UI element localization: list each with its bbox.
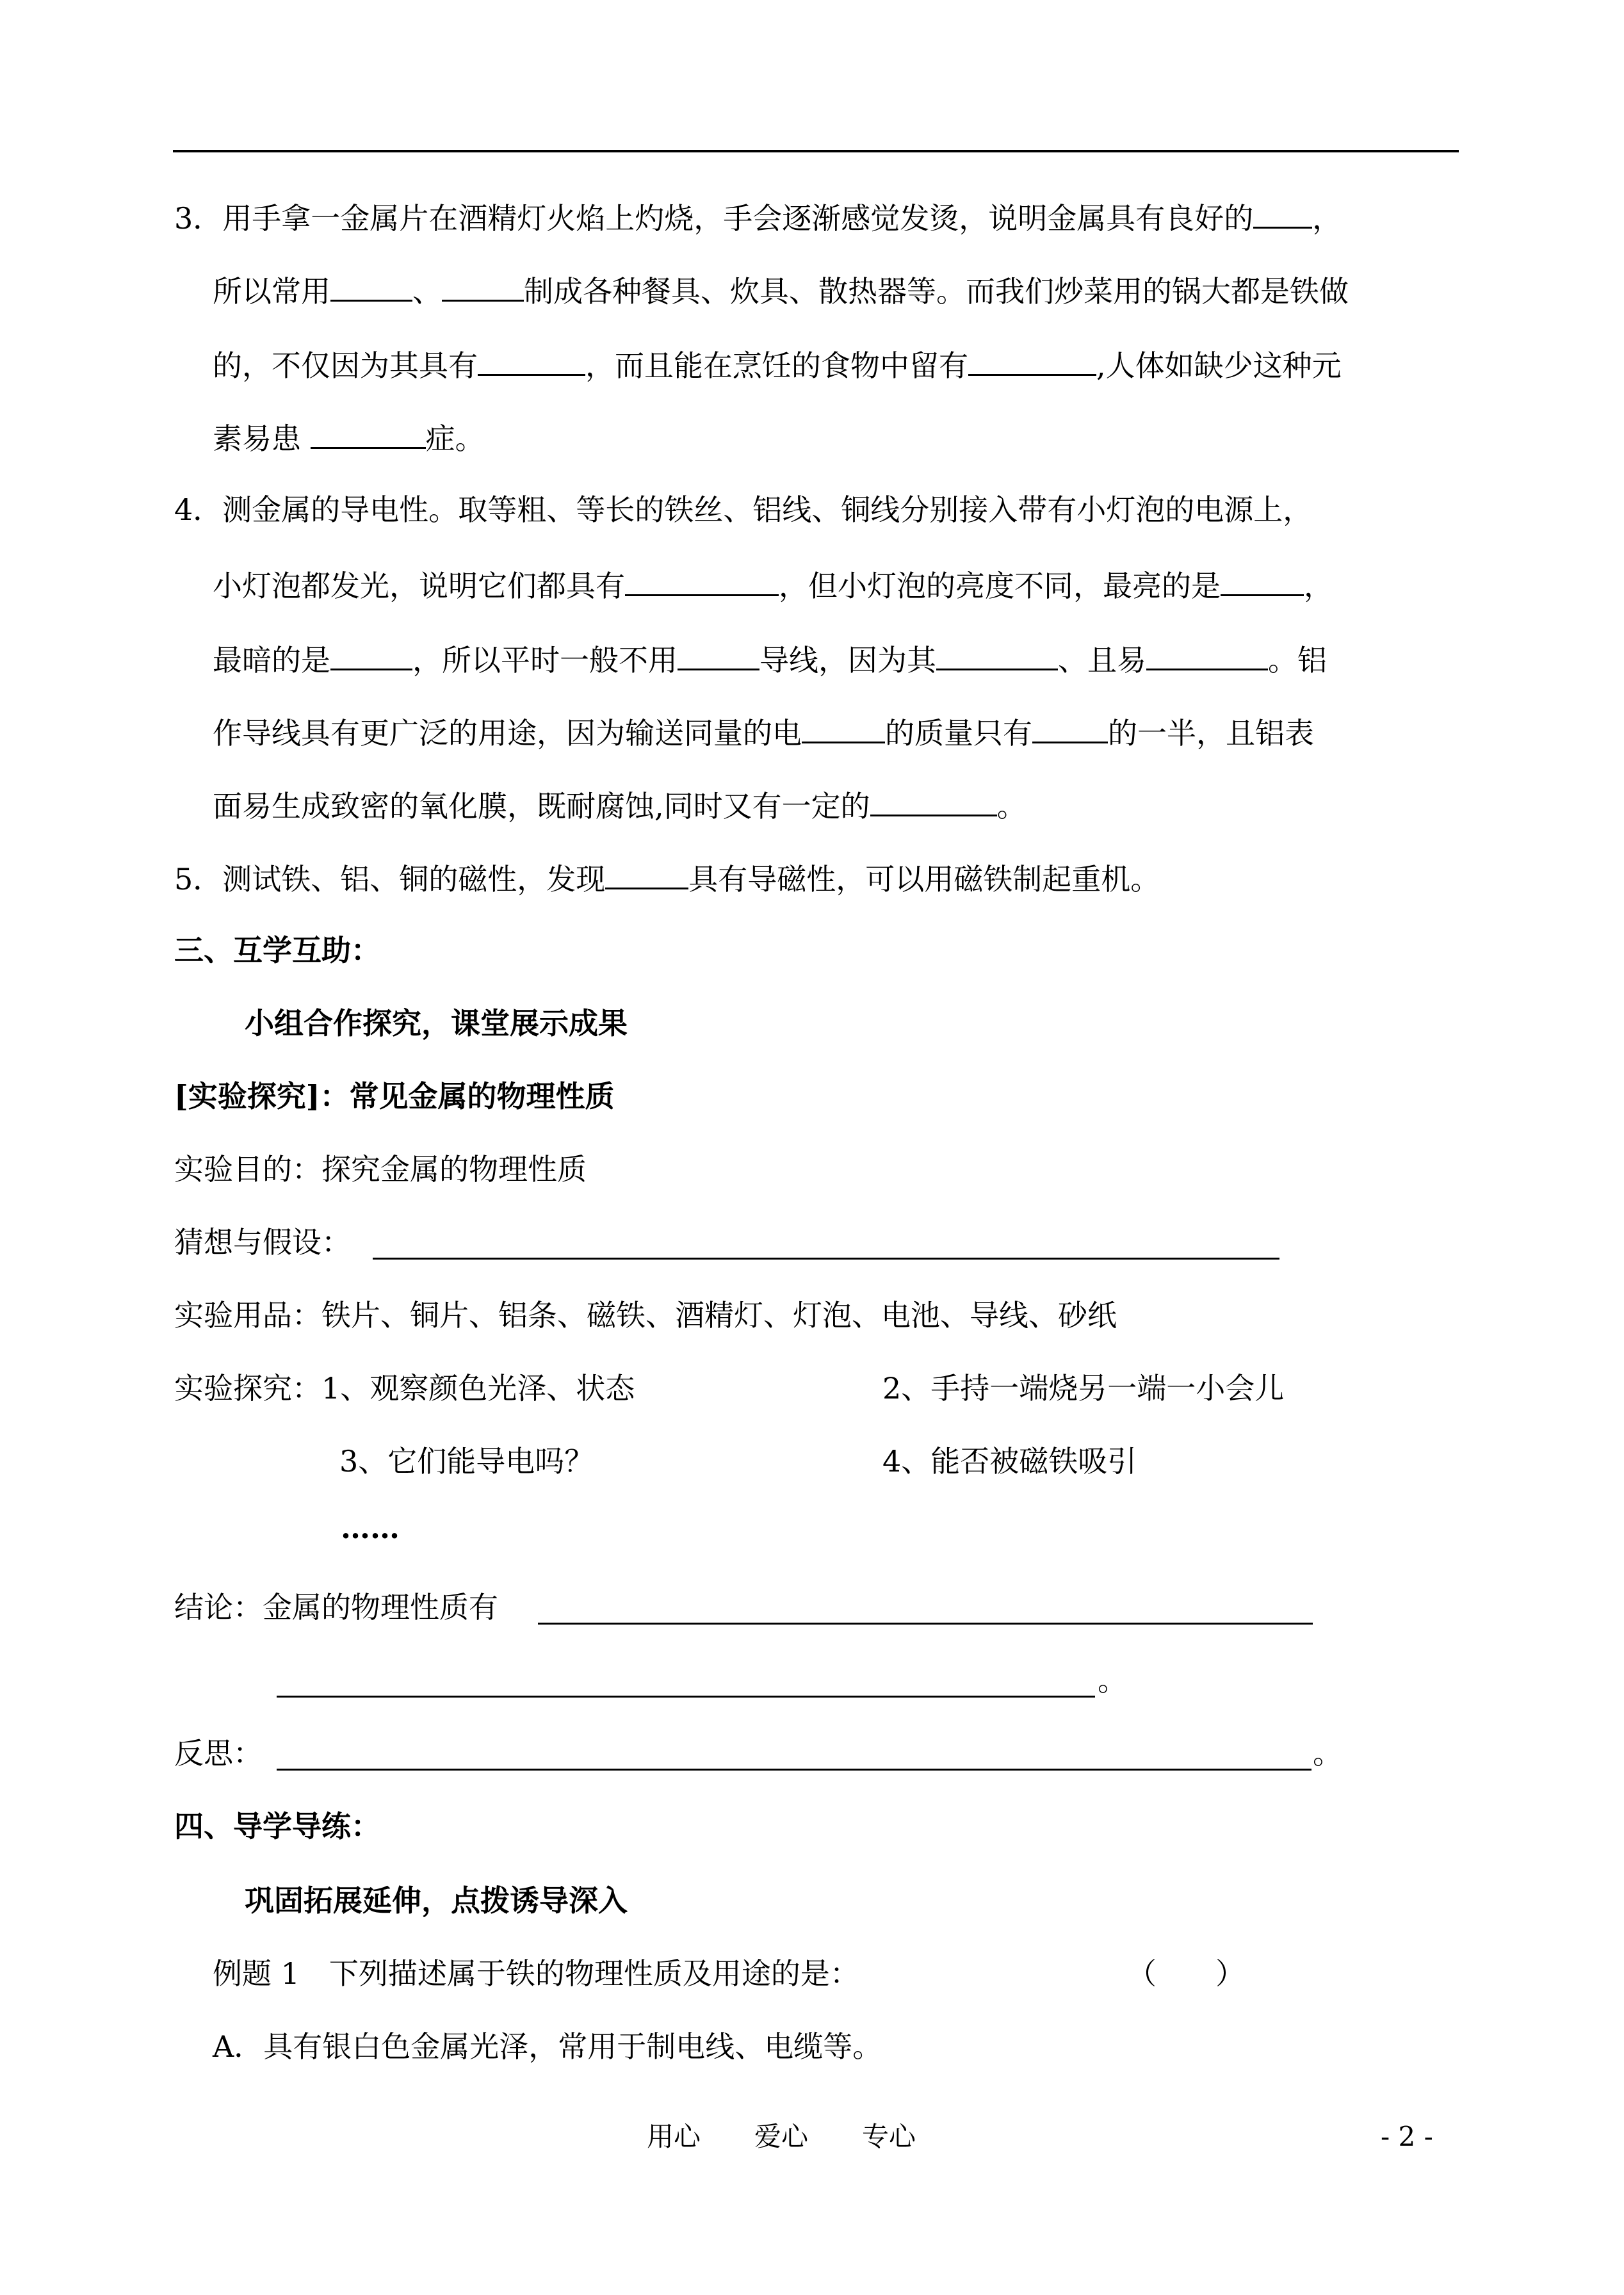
blank	[605, 858, 688, 889]
q4-line-5: 面易生成致密的氧化膜，既耐腐蚀,同时又有一定的 。	[213, 785, 1027, 824]
experiment-step-4: 4、能否被磁铁吸引	[882, 1444, 1137, 1479]
q4-line-2: 小灯泡都发光，说明它们都具有 ，但小灯泡的亮度不同，最亮的是 ，	[213, 565, 1333, 604]
blank	[478, 345, 585, 376]
blank	[968, 345, 1096, 376]
conclusion-end: 。	[1098, 1663, 1127, 1698]
experiment-steps-label: 实验探究：	[174, 1371, 321, 1406]
blank	[330, 270, 412, 302]
q3-line-3: 的，不仅因为其具有 ，而且能在烹饪的食物中留有 ,人体如缺少这种元	[213, 345, 1342, 384]
conclusion-blank-1	[538, 1623, 1313, 1625]
example-1-question: 例题 1 下列描述属于铁的物理性质及用途的是：	[213, 1956, 859, 1991]
section-3-heading: 三、互学互助：	[174, 933, 380, 968]
blank	[678, 639, 759, 670]
experiment-materials: 实验用品：铁片、铜片、铝条、磁铁、酒精灯、灯泡、电池、导线、砂纸	[174, 1298, 1117, 1333]
blank	[1221, 565, 1304, 596]
blank	[1253, 197, 1312, 229]
q3-line-4: 素易患 症。	[213, 418, 485, 457]
blank	[936, 639, 1058, 670]
blank	[311, 418, 426, 449]
header-rule	[173, 150, 1459, 152]
reflection-end: 。	[1313, 1736, 1342, 1771]
blank	[330, 639, 412, 670]
experiment-purpose: 实验目的：探究金属的物理性质	[174, 1152, 587, 1187]
q4-line-1: 4．测金属的导电性。取等粗、等长的铁丝、铝线、铜线分别接入带有小灯泡的电源上，	[174, 492, 1313, 527]
experiment-hypothesis: 猜想与假设：	[174, 1225, 351, 1260]
hypothesis-blank	[373, 1258, 1279, 1260]
reflection-blank	[277, 1769, 1311, 1771]
experiment-conclusion: 结论：金属的物理性质有	[174, 1590, 498, 1625]
experiment-ellipsis: ……	[341, 1511, 400, 1545]
q4-line-4: 作导线具有更广泛的用途，因为输送同量的电 的质量只有 的一半，且铝表	[213, 712, 1314, 751]
blank	[625, 565, 779, 596]
q5-line: 5．测试铁、铝、铜的磁性，发现 具有导磁性，可以用磁铁制起重机。	[174, 858, 1160, 897]
experiment-step-1: 1、观察颜色光泽、状态	[321, 1371, 635, 1406]
answer-bracket: （ ）	[1127, 1956, 1245, 1991]
experiment-title: [实验探究]：常见金属的物理性质	[174, 1079, 615, 1114]
q3-line-2: 所以常用 、 制成各种餐具、炊具、散热器等。而我们炒菜用的锅大都是铁做	[213, 270, 1349, 309]
page-number: - 2 -	[1381, 2121, 1433, 2152]
blank	[802, 712, 885, 743]
blank	[1146, 639, 1268, 670]
footer-motto: 用心 爱心 专心	[647, 2121, 916, 2152]
q4-line-3: 最暗的是 ，所以平时一般不用 导线，因为其 、且易 。铝	[213, 639, 1327, 678]
section-4-heading: 四、导学导练：	[174, 1809, 380, 1844]
experiment-step-3: 3、它们能导电吗？	[339, 1444, 594, 1479]
experiment-reflection: 反思：	[174, 1736, 263, 1771]
experiment-step-2: 2、手持一端烧另一端一小会儿	[882, 1371, 1285, 1406]
option-a: A．具有银白色金属光泽，常用于制电线、电缆等。	[213, 2029, 882, 2064]
section-4-subheading: 巩固拓展延伸，点拨诱导深入	[245, 1883, 628, 1918]
blank	[870, 785, 997, 816]
conclusion-blank-2	[277, 1696, 1095, 1698]
q3-line-1: 3．用手拿一金属片在酒精灯火焰上灼烧，手会逐渐感觉发烫，说明金属具有良好的 ，	[174, 197, 1342, 236]
section-3-subheading: 小组合作探究，课堂展示成果	[245, 1006, 628, 1041]
blank	[1032, 712, 1108, 743]
blank	[442, 270, 524, 302]
